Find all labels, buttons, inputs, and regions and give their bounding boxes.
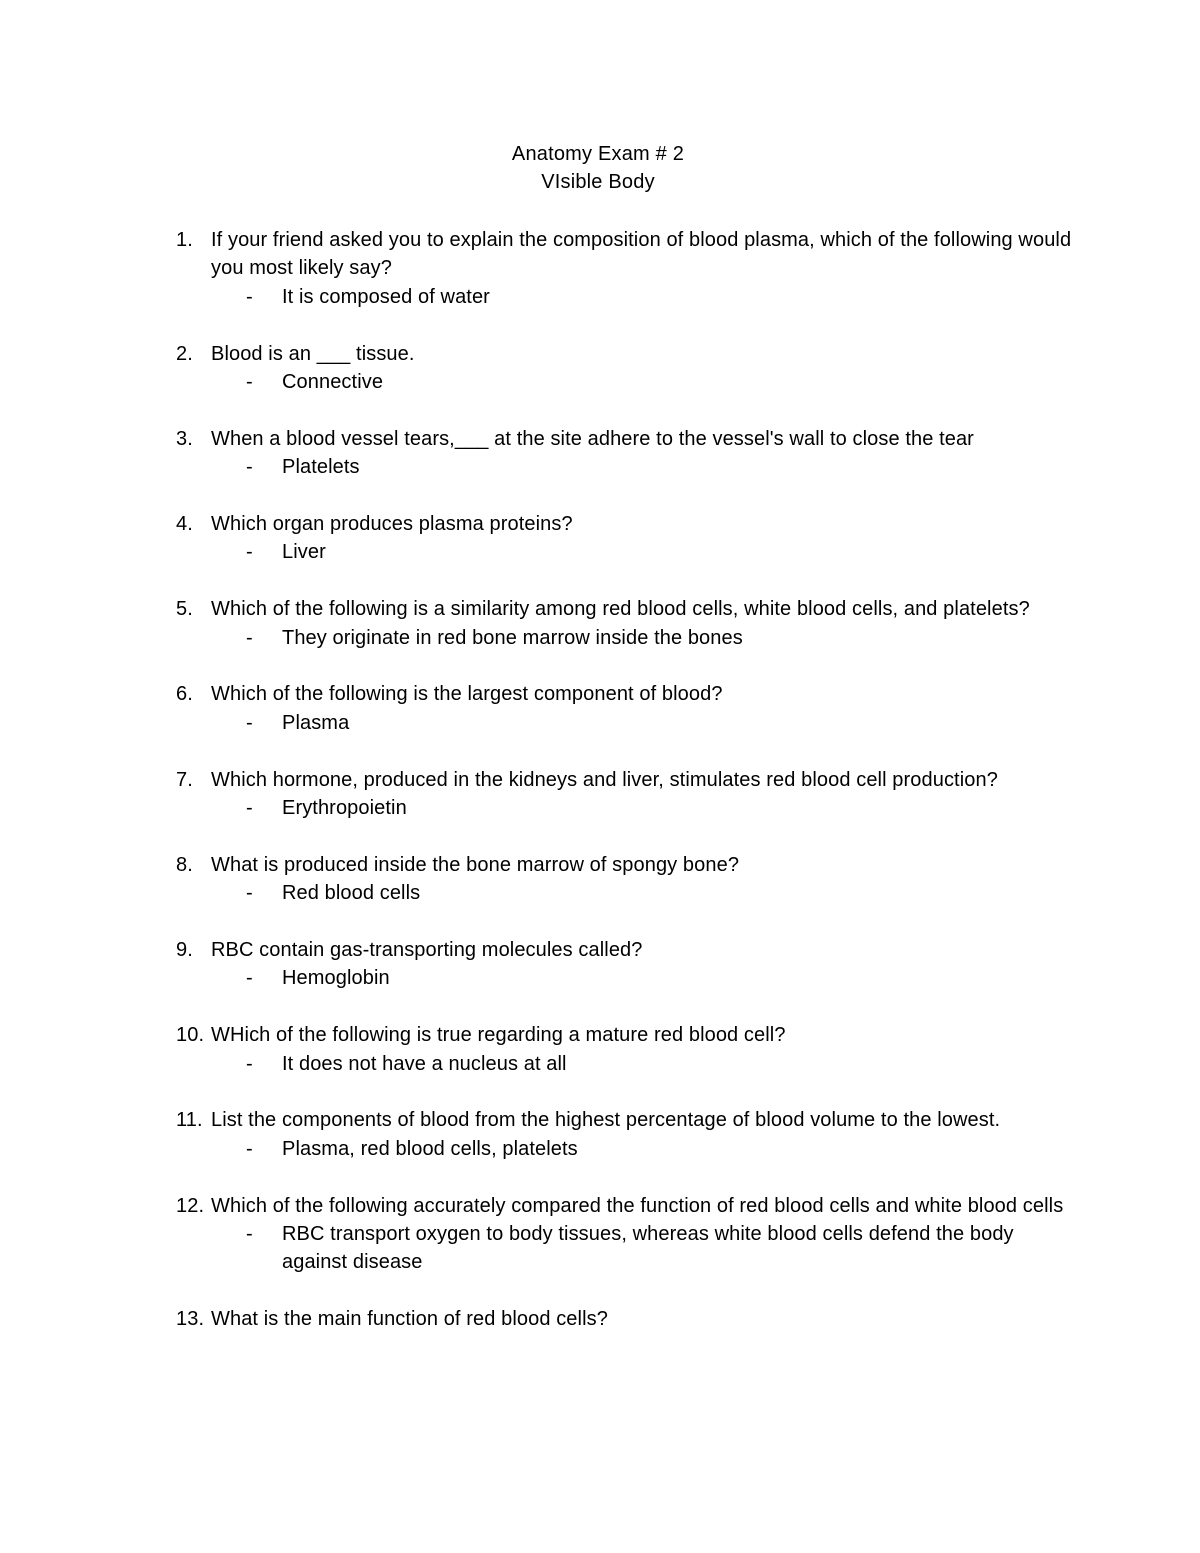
question-number: 5. (176, 598, 193, 621)
answer-text: It is composed of water (282, 285, 490, 308)
answer-dash: - (246, 882, 253, 905)
question-text: When a blood vessel tears,___ at the site adhere to the vessel's wall to close the tear (211, 427, 974, 450)
exam-subtitle: VIsible Body (541, 171, 655, 193)
question-text: What is the main function of red blood cells? (211, 1308, 608, 1331)
question-number: 11. (176, 1109, 203, 1132)
answer-text: Connective (282, 371, 384, 394)
answer (211, 538, 1076, 566)
question-text: What is produced inside the bone marrow of spongy bone? (211, 853, 740, 876)
answer-dash: - (246, 371, 253, 394)
question-number: 9. (176, 939, 193, 962)
question-text: Which hormone, produced in the kidneys and liver, stimulates red blood cell production? (211, 768, 998, 791)
document-header (0, 140, 1200, 196)
answer (211, 624, 1076, 652)
answer-text: Liver (282, 541, 326, 564)
question-text: Which of the following is a similarity among red blood cells, white blood cells, and platelets? (211, 598, 1030, 621)
question-item (176, 680, 1076, 737)
question-text: RBC contain gas-transporting molecules called? (211, 939, 643, 962)
question-number: 2. (176, 342, 193, 365)
question-item (176, 1021, 1076, 1078)
answer-text: Plasma, red blood cells, platelets (282, 1137, 578, 1160)
answer (211, 879, 1076, 907)
answer-dash: - (246, 797, 253, 820)
answer-text: RBC transport oxygen to body tissues, whereas white blood cells defend the body against disease (282, 1223, 1014, 1274)
answer-text: Hemoglobin (282, 967, 390, 990)
question-number: 6. (176, 683, 193, 706)
question-number: 7. (176, 768, 193, 791)
answer (211, 453, 1076, 481)
answer-dash: - (246, 456, 253, 479)
question-list (176, 226, 1076, 1362)
answer-text: Platelets (282, 456, 360, 479)
answer (211, 1220, 1076, 1277)
answer (211, 368, 1076, 396)
answer-text: Erythropoietin (282, 797, 407, 820)
answer-text: Plasma (282, 711, 350, 734)
question-number: 12. (176, 1194, 205, 1217)
question-number: 13. (176, 1308, 205, 1331)
question-item (176, 1192, 1076, 1277)
answer (211, 1135, 1076, 1163)
question-text: List the components of blood from the highest percentage of blood volume to the lowest. (211, 1109, 1001, 1132)
question-text: If your friend asked you to explain the composition of blood plasma, which of the following would you most likely say? (211, 229, 1072, 280)
question-number: 10. (176, 1024, 205, 1047)
question-text: Which organ produces plasma proteins? (211, 513, 573, 536)
question-text: Blood is an ___ tissue. (211, 342, 415, 365)
answer-dash: - (246, 285, 253, 308)
question-text: WHich of the following is true regarding a mature red blood cell? (211, 1024, 786, 1047)
answer-text: Red blood cells (282, 882, 421, 905)
question-number: 1. (176, 229, 193, 251)
question-item (176, 340, 1076, 397)
question-item (176, 851, 1076, 908)
answer (211, 794, 1076, 822)
answer (211, 964, 1076, 992)
question-item (176, 1305, 1076, 1333)
answer (211, 709, 1076, 737)
question-text: Which of the following accurately compared the function of red blood cells and white blood cells (211, 1194, 1064, 1217)
answer-dash: - (246, 711, 253, 734)
question-item (176, 226, 1076, 311)
question-item (176, 1106, 1076, 1163)
answer-dash: - (246, 967, 253, 990)
answer (211, 283, 1076, 311)
question-number: 8. (176, 853, 193, 876)
question-item (176, 510, 1076, 567)
answer-dash: - (246, 1223, 253, 1246)
answer-text: They originate in red bone marrow inside the bones (282, 626, 743, 649)
question-item (176, 936, 1076, 993)
question-item (176, 766, 1076, 823)
answer-dash: - (246, 1137, 253, 1160)
question-text: Which of the following is the largest component of blood? (211, 683, 723, 706)
exam-title: Anatomy Exam # 2 (511, 143, 685, 165)
answer-dash: - (246, 541, 253, 564)
answer-text: It does not have a nucleus at all (282, 1052, 567, 1075)
answer-dash: - (246, 626, 253, 649)
question-number: 3. (176, 427, 193, 450)
answer-dash: - (246, 1052, 253, 1075)
question-number: 4. (176, 513, 193, 536)
question-item (176, 595, 1076, 652)
question-item (176, 425, 1076, 482)
answer (211, 1050, 1076, 1078)
